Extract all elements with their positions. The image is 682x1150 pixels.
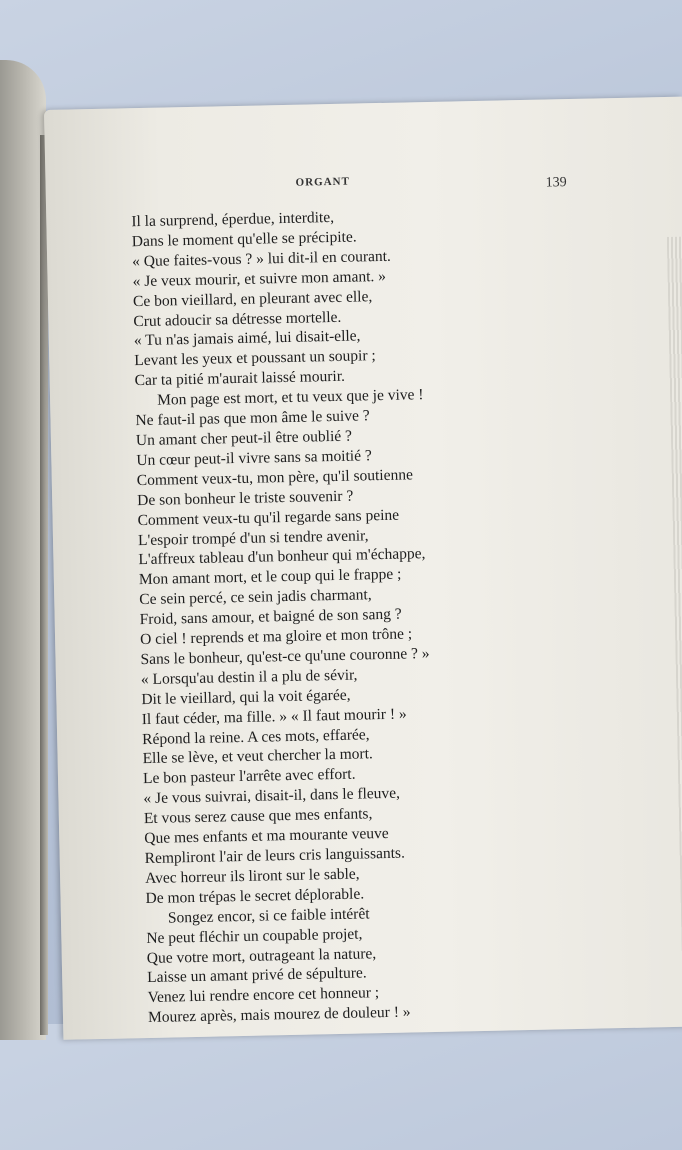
verse-line: L'affreux tableau d'un bonheur qui m'échappe, xyxy=(138,545,426,569)
verse-line: Avec horreur ils liront sur le sable, xyxy=(144,865,360,887)
verse-line: Dit le vieillard, qui la voit égarée, xyxy=(141,686,351,708)
poem-text xyxy=(131,203,568,1028)
verse-line: Ne peut fléchir un coupable projet, xyxy=(146,925,363,947)
verse-line: Mon page est mort, et tu veux que je vive ! xyxy=(156,386,424,409)
verse-line: Levant les yeux et poussant un soupir ; xyxy=(134,347,376,370)
verse-line: L'espoir trompé d'un si tendre avenir, xyxy=(137,526,369,549)
verse-line: Comment veux-tu qu'il regarde sans peine xyxy=(137,506,400,529)
running-header: ORGANT xyxy=(295,175,350,189)
verse-line: Songez encor, si ce faible intérêt xyxy=(167,905,370,927)
verse-line: Mourez après, mais mourez de douleur ! » xyxy=(147,1003,411,1027)
verse-line: Comment veux-tu, mon père, qu'il soutienne xyxy=(136,466,414,489)
verse-line: Et vous serez cause que mes enfants, xyxy=(143,805,373,828)
verse-line: Que mes enfants et ma mourante veuve xyxy=(144,825,389,848)
verse-line: Mon amant mort, et le coup qui le frappe ; xyxy=(138,565,402,589)
verse-line: Venez lui rendre encore cet honneur ; xyxy=(147,984,380,1007)
verse-line: Ne faut-il pas que mon âme le suive ? xyxy=(135,407,370,430)
verse-line: Ce sein percé, ce sein jadis charmant, xyxy=(139,586,372,609)
verse-line: De mon trépas le secret déplorable. xyxy=(145,885,365,907)
verse-line: Il faut céder, ma fille. » « Il faut mourir ! » xyxy=(141,705,407,728)
verse-line: Un amant cher peut-il être oublié ? xyxy=(135,427,353,450)
verse-line: Ce bon vieillard, en pleurant avec elle, xyxy=(132,287,373,310)
verse-line: Laisse un amant privé de sépulture. xyxy=(147,964,367,987)
page-stack-edge xyxy=(667,237,682,1137)
verse-line: « Je vous suivrai, disait-il, dans le fleuve, xyxy=(143,784,401,808)
verse-line: Crut adoucir sa détresse mortelle. xyxy=(133,308,342,330)
verse-line: « Je veux mourir, et suivre mon amant. » xyxy=(132,267,387,290)
verse-line: Froid, sans amour, et baigné de son sang ? xyxy=(139,605,402,629)
verse-line: Un cœur peut-il vivre sans sa moitié ? xyxy=(136,447,372,470)
verse-line: Dans le moment qu'elle se précipite. xyxy=(131,228,357,251)
verse-line: « Tu n'as jamais aimé, lui disait-elle, xyxy=(133,327,361,350)
verse-line: Répond la reine. A ces mots, effarée, xyxy=(142,725,370,748)
verse-line: « Lorsqu'au destin il a plu de sévir, xyxy=(140,666,358,688)
verse-line: Sans le bonheur, qu'est-ce qu'une couronne ? » xyxy=(140,644,430,669)
verse-line: Il la surprend, éperdue, interdite, xyxy=(131,208,335,231)
page-number: 139 xyxy=(545,175,567,191)
verse-line: De son bonheur le triste souvenir ? xyxy=(137,487,354,509)
verse-line: O ciel ! reprends et ma gloire et mon trône ; xyxy=(139,625,413,649)
verse-line: Que votre mort, outrageant la nature, xyxy=(146,944,377,967)
verse-line: Car ta pitié m'aurait laissé mourir. xyxy=(134,368,346,390)
book-page xyxy=(44,97,682,1040)
verse-line: Le bon pasteur l'arrête avec effort. xyxy=(142,765,356,788)
verse-line: « Que faites-vous ? » lui dit-il en courant. xyxy=(132,247,392,270)
verse-line: Rempliront l'air de leurs cris languissants. xyxy=(144,844,406,868)
verse-line: Elle se lève, et veut chercher la mort. xyxy=(142,745,373,768)
